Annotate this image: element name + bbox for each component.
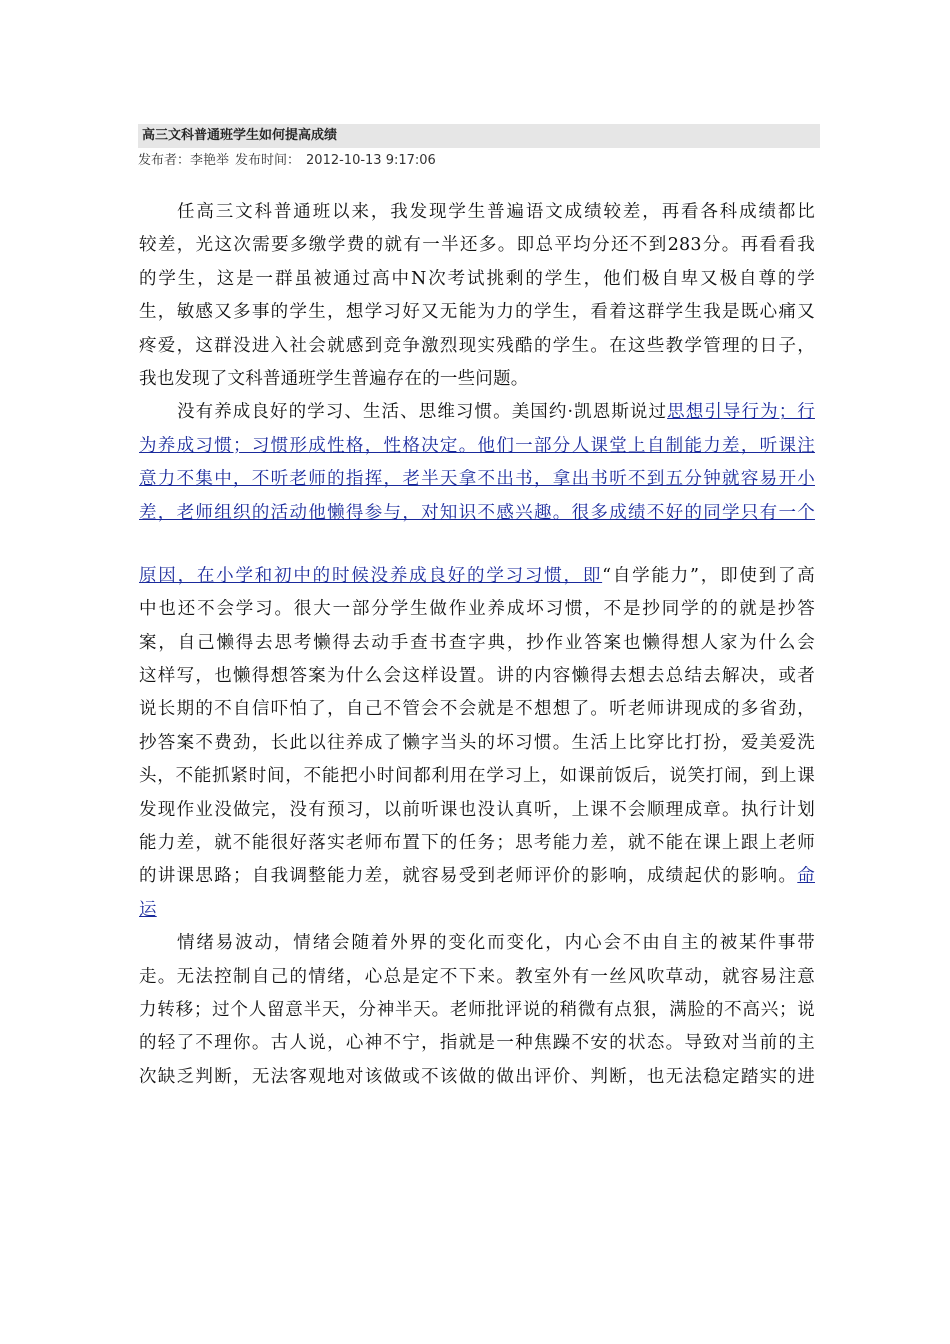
paragraph-2-line: [139, 560, 815, 593]
paragraph-2-line: [139, 396, 815, 429]
paragraph-2-line: [139, 463, 815, 496]
paragraph-3-line: 情绪易波动，情绪会随着外界的变化而变化，内心会不由自主的被某件事带: [177, 933, 815, 954]
paragraph-2-line: [139, 430, 815, 463]
inline-link[interactable]: 为养成习惯；习惯形成性格，性格决定。他们一部分人课堂上自制能力差，听课注: [139, 435, 815, 456]
inline-link[interactable]: 差，老师组织的活动他懒得参与，对知识不感兴趣。很多成绩不好的同学只有一个: [139, 502, 815, 523]
paragraph-2-text: 没有养成良好的学习、生活、思维习惯。美国约·凯恩斯说过: [177, 402, 668, 423]
author-label: 发布者：李艳举: [138, 153, 230, 168]
inline-link[interactable]: 原因，在小学和初中的时候没养成良好的学习习惯，即: [139, 565, 603, 586]
paragraph-2-line: 抄答案不费劲，长此以往养成了懒字当头的坏习惯。生活上比穿比打扮，爱美爱洗: [139, 732, 815, 753]
paragraph-2-line: 发现作业没做完，没有预习，以前听课也没认真听，上课不会顺理成章。执行计划: [139, 799, 815, 820]
paragraph-1-line: 较差，光这次需要多缴学费的就有一半还多。即总平均分还不到283分。再看看我: [139, 235, 815, 256]
inline-link[interactable]: 思想引导行为；行: [667, 402, 815, 423]
paragraph-2-line: 这样写，也懒得想答案为什么会这样设置。讲的内容懒得去想去总结去解决，或者: [139, 666, 815, 687]
paragraph-3-line: 力转移；过个人留意半天，分神半天。老师批评说的稍微有点狠，满脸的不高兴；说: [139, 999, 815, 1020]
paragraph-1-line: 我也发现了文科普通班学生普遍存在的一些问题。: [139, 368, 529, 389]
paragraph-2-line: 说长期的不自信吓怕了，自己不管会不会就是不想想了。听老师讲现成的多省劲，: [139, 699, 815, 720]
paragraph-2-line: 案，自己懒得去思考懒得去动手查书查字典，抄作业答案也懒得想人家为什么会: [139, 632, 815, 653]
paragraph-2-line: [139, 894, 815, 927]
article-title: 高三文科普通班学生如何提高成绩: [138, 124, 820, 148]
paragraph-2-line: [139, 497, 815, 530]
paragraph-2-line: [139, 860, 815, 893]
inline-link[interactable]: 运: [139, 899, 157, 920]
paragraph-1-line: 任高三文科普通班以来，我发现学生普遍语文成绩较差，再看各科成绩都比: [177, 202, 815, 222]
paragraph-3-line: 的轻了不理你。古人说，心神不宁，指就是一种焦躁不安的状态。导致对当前的主: [139, 1033, 815, 1054]
paragraph-3-line: 走。无法控制自己的情绪，心总是定不下来。教室外有一丝风吹草动，就容易注意: [139, 966, 815, 987]
paragraph-3-line: 次缺乏判断，无法客观地对该做或不该做的做出评价、判断，也无法稳定踏实的进: [139, 1066, 815, 1087]
paragraph-2-text: “自学能力”，即使到了高: [602, 565, 815, 586]
article-body: [139, 196, 815, 1094]
publish-time-value: 2012-10-13 9:17:06: [306, 153, 436, 168]
inline-link[interactable]: 意力不集中，不听老师的指挥，老半天拿不出书，拿出书听不到五分钟就容易开小: [139, 469, 815, 490]
line-gap: [139, 530, 815, 560]
paragraph-2-line: 能力差，就不能很好落实老师布置下的任务；思考能力差，就不能在课上跟上老师: [139, 833, 815, 854]
article-meta: [138, 152, 436, 170]
inline-link[interactable]: 命: [797, 866, 815, 887]
paragraph-2-text: 的讲课思路；自我调整能力差，就容易受到老师评价的影响，成绩起伏的影响。: [139, 866, 798, 887]
publish-time-label: 发布时间：: [235, 153, 301, 168]
paragraph-2-line: 中也还不会学习。很大一部分学生做作业养成坏习惯，不是抄同学的的就是抄答: [139, 599, 815, 620]
paragraph-2-line: 头，不能抓紧时间，不能把小时间都利用在学习上，如课前饭后，说笑打闹，到上课: [139, 766, 815, 787]
paragraph-1-line: 疼爱，这群没进入社会就感到竞争激烈现实残酷的学生。在这些教学管理的日子，: [139, 335, 815, 356]
paragraph-1-line: 的学生，这是一群虽被通过高中N次考试挑剩的学生，他们极自卑又极自尊的学: [139, 268, 815, 289]
paragraph-1-line: 生，敏感又多事的学生，想学习好又无能为力的学生，看着这群学生我是既心痛又: [139, 302, 815, 323]
